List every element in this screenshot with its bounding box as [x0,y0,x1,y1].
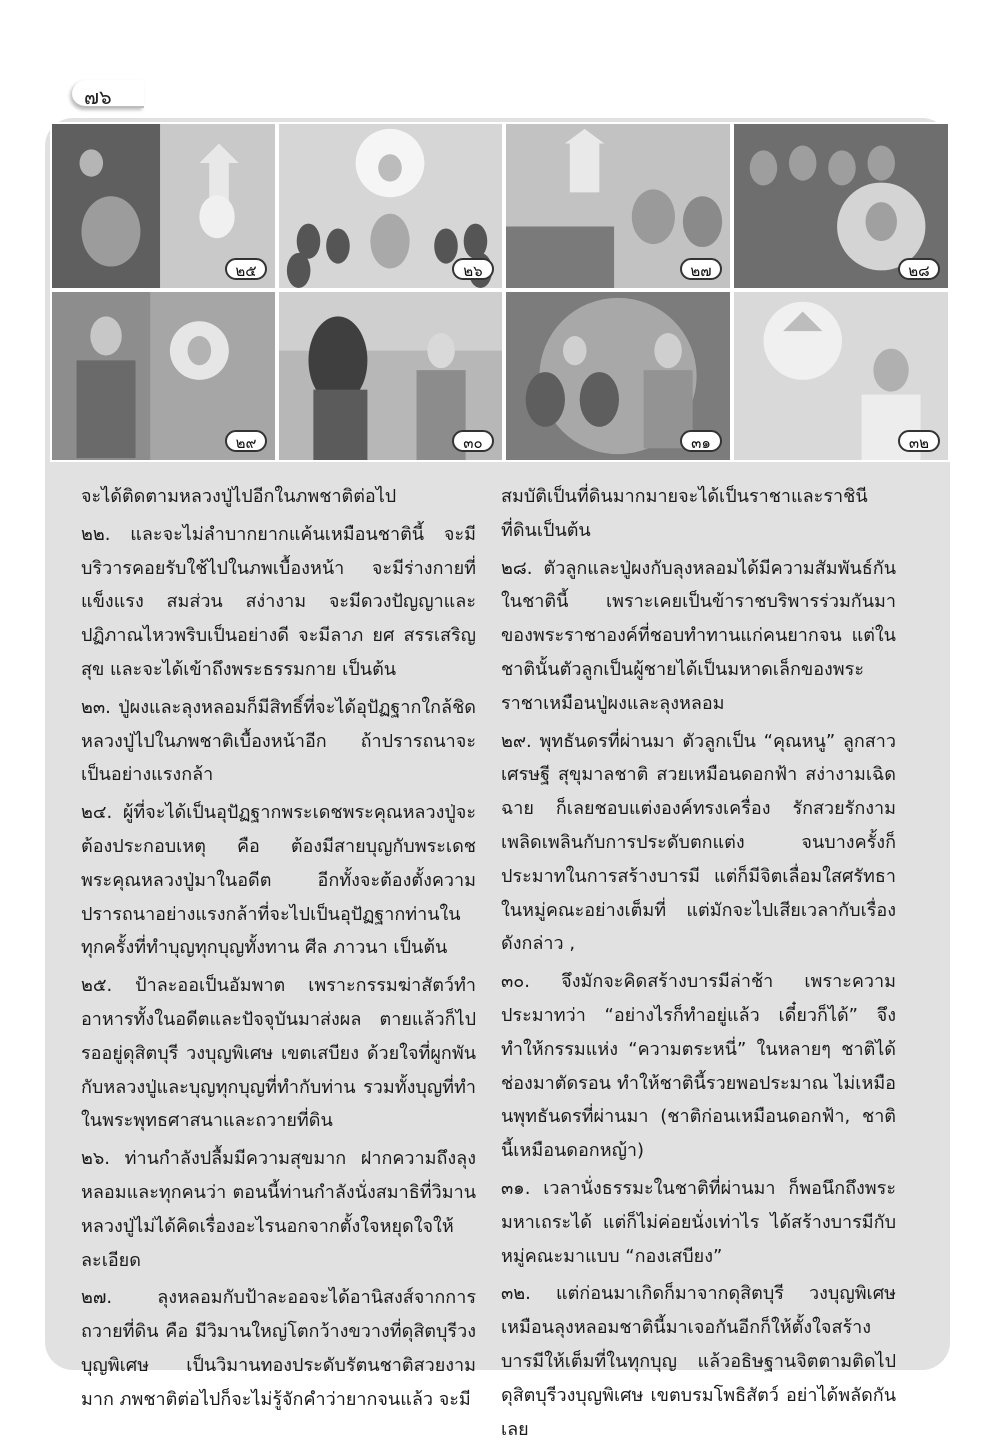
illustration-31 [504,290,732,462]
figure-label: ๓๒ [898,430,940,452]
figure-label: ๓๑ [680,430,722,452]
paragraph: ๒๙. พุทธันดรที่ผ่านมา ตัวลูกเป็น “คุณหนู” ลูกสาวเศรษฐี สุขุมาลชาติ สวยเหมือนดอกฟ้า สง่างามเฉิดฉาย ก็เลยชอบแต่งองค์ทรงเครื่อง รักสวยรักงามเพลิดเพลินกับการประดับตกแต่ง จนบางครั้งก็ประมาทในการสร้างบารมี แต่ก็มีจิตเลื่อมใสศรัทธาในหมู่คณะอย่างเต็มที่ แต่มักจะไปเสียเวลากับเรื่องดังกล่าว , [501,730,896,955]
content-panel [45,118,950,1440]
page-number-tab [72,80,144,108]
paragraph: ๒๘. ตัวลูกและปู่ผงกับลุงหลอมได้มีความสัมพันธ์กันในชาตินี้ เพราะเคยเป็นข้าราชบริพารร่วมกันมาของพระราชาองค์ที่ชอบทำทานแก่คนยากจน แต่ในชาตินั้นตัวลูกเป็นผู้ชายได้เป็นมหาดเล็กของพระราชาเหมือนปู่ผงและลุงหลอม [501,557,896,714]
paragraph: ๒๓. ปู่ผงและลุงหลอมก็มีสิทธิ์ที่จะได้อุปัฏฐากใกล้ชิดหลวงปู่ไปในภพชาติเบื้องหน้าอีก ถ้าปรารถนาจะเป็นอย่างแรงกล้า [81,696,476,786]
illustration-32 [732,290,950,462]
illustration-29 [50,290,277,462]
right-column [501,480,896,1450]
left-column [81,480,476,1421]
figure-label: ๒๘ [898,258,940,280]
illustration-26 [277,122,504,290]
figure-label: ๓๐ [452,430,494,452]
paragraph: ๓๑. เวลานั่งธรรมะในชาติที่ผ่านมา ก็พอนึกถึงพระมหาเถระได้ แต่ก็ไม่ค่อยนั่งเท่าไร ได้สร้างบารมีกับหมู่คณะมาแบบ “กองเสบียง” [501,1177,896,1267]
illustration-28 [732,122,950,290]
illustration-27 [504,122,732,290]
paragraph: ๒๖. ท่านกำลังปลื้มมีความสุขมาก ฝากความถึงลุงหลอมและทุกคนว่า ตอนนี้ท่านกำลังนั่งสมาธิที่วิมานหลวงปู่ไม่ได้คิดเรื่องอะไรนอกจากตั้งใจหยุดใจให้ละเอียด [81,1148,476,1271]
illustration-grid [50,122,950,462]
paragraph: ๓๒. แต่ก่อนมาเกิดก็มาจากดุสิตบุรี วงบุญพิเศษเหมือนลุงหลอมชาตินี้มาเจอกันอีกก็ให้ตั้งใจสร้างบารมีให้เต็มที่ในทุกบุญ แล้วอธิษฐานจิตตามติดไปดุสิตบุรีวงบุญพิเศษ เขตบรมโพธิสัตว์ อย่าได้พลัดกันเลย [501,1283,896,1440]
paragraph: ๒๗. ลุงหลอมกับป้าละออจะได้อานิสงส์จากการถวายที่ดิน คือ มีวิมานใหญ่โตกว้างขวางที่ดุสิตบุรีวงบุญพิเศษ เป็นวิมานทองประดับรัตนชาติสวยงามมาก ภพชาติต่อไปก็จะไม่รู้จักคำว่ายากจนแล้ว จะมี [81,1287,476,1410]
paragraph: ๒๕. ป้าละออเป็นอัมพาต เพราะกรรมฆ่าสัตว์ทำอาหารทั้งในอดีตและปัจจุบันมาส่งผล ตายแล้วก็ไปรออยู่ดุสิตบุรี วงบุญพิเศษ เขตเสบียง ด้วยใจที่ผูกพันกับหลวงปู่และบุญทุกบุญที่ทำกับท่าน รวมทั้งบุญที่ทำในพระพุทธศาสนาและถวายที่ดิน [81,975,476,1132]
paragraph: ๓๐. จึงมักจะคิดสร้างบารมีล่าช้า เพราะความประมาทว่า “อย่างไรก็ทำอยู่แล้ว เดี๋ยวก็ได้” จึงทำให้กรรมแห่ง “ความตระหนี่” ในหลายๆ ชาติได้ช่องมาตัดรอน ทำให้ชาตินี้รวยพอประมาณ ไม่เหมือนพุทธันดรที่ผ่านมา (ชาติก่อนเหมือนดอกฟ้า, ชาตินี้เหมือนดอกหญ้า) [501,971,896,1162]
figure-label: ๒๗ [680,258,722,280]
paragraph: ๒๔. ผู้ที่จะได้เป็นอุปัฏฐากพระเดชพระคุณหลวงปู่จะต้องประกอบเหตุ คือ ต้องมีสายบุญกับพระเดชพระคุณหลวงปู่มาในอดีต อีกทั้งจะต้องตั้งความปรารถนาอย่างแรงกล้าที่จะไปเป็นอุปัฏฐากท่านในทุกครั้งที่ทำบุญทุกบุญทั้งทาน ศีล ภาวนา เป็นต้น [81,802,476,959]
figure-label: ๒๖ [452,258,494,280]
illustration-25 [50,122,277,290]
figure-label: ๒๕ [225,258,267,280]
paragraph: สมบัติเป็นที่ดินมากมายจะได้เป็นราชาและราชินีที่ดินเป็นต้น [501,486,868,541]
paragraph: จะได้ติดตามหลวงปู่ไปอีกในภพชาติต่อไป [81,486,397,507]
paragraph: ๒๒. และจะไม่ลำบากยากแค้นเหมือนชาตินี้ จะมีบริวารคอยรับใช้ไปในภพเบื้องหน้า จะมีร่างกายที่แข็งแรง สมส่วน สง่างาม จะมีดวงปัญญาและปฏิภาณไหวพริบเป็นอย่างดี จะมีลาภ ยศ สรรเสริญ สุข และจะได้เข้าถึงพระธรรมกาย เป็นต้น [81,523,476,680]
illustration-30 [277,290,504,462]
figure-label: ๒๙ [225,430,267,452]
page-number: ๗๖ [84,85,112,109]
